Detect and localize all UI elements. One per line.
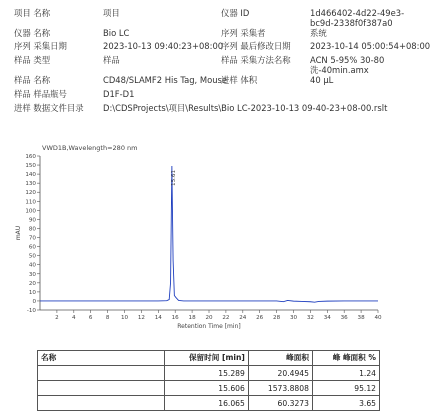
y-tick-label: 160: [25, 154, 36, 160]
x-tick-label: 24: [239, 315, 247, 321]
info-label: 仪器 ID: [221, 8, 250, 18]
info-label: 样品 采集方法名称: [221, 55, 291, 65]
info-row: [0, 55, 416, 75]
cell-name: [38, 381, 165, 396]
info-label: 仪器 名称: [14, 28, 51, 38]
info-value: D1F-D1: [103, 89, 135, 99]
y-tick-label: 0: [32, 298, 36, 305]
table-row: [38, 381, 380, 396]
y-tick-label: 30: [28, 271, 36, 278]
x-tick-label: 22: [222, 315, 230, 321]
info-value: Bio LC: [103, 28, 130, 38]
info-value: ACN 5-95% 30-80洗-40min.amx: [310, 55, 385, 75]
results-table: [37, 350, 380, 411]
header-retention-time: 保留时间 [min]: [165, 351, 249, 366]
cell-peak-area-percent: 3.65: [312, 396, 379, 411]
x-tick-label: 8: [105, 315, 110, 321]
info-value: 2023-10-13 09:40:23+08:00: [103, 41, 224, 51]
y-tick-label: 40: [28, 262, 36, 269]
table-row: [38, 396, 380, 411]
info-label: 样品 样品瓶号: [14, 89, 67, 99]
x-tick-label: 28: [273, 315, 281, 321]
y-tick-label: 100: [25, 208, 36, 215]
info-label: 项目 名称: [14, 8, 51, 18]
chromatogram-trace: [40, 166, 378, 302]
x-tick-label: 40: [374, 315, 382, 321]
y-tick-label: 120: [25, 190, 36, 197]
info-row: [0, 89, 416, 103]
info-label: 进样 体积: [221, 75, 258, 85]
cell-name: [38, 366, 165, 381]
x-tick-label: 38: [357, 315, 365, 321]
info-value: 1d466402-4d22-49e3-bc9d-2338f0f387a0: [310, 8, 405, 28]
info-value: 项目: [103, 8, 120, 18]
x-tick-label: 10: [120, 315, 129, 321]
header-peak-area: 峰面积: [248, 351, 312, 366]
info-label: 序列 最后修改日期: [221, 41, 291, 51]
y-tick-label: 80: [28, 226, 36, 233]
cell-retention-time: 15.606: [165, 381, 249, 396]
cell-peak-area-percent: 1.24: [312, 366, 379, 381]
cell-peak-area: 1573.8808: [248, 381, 312, 396]
x-tick-label: 16: [171, 315, 179, 321]
info-label: 样品 名称: [14, 75, 51, 85]
info-value: D:\CDSProjects\项目\Results\Bio LC-2023-10-13 09-40-23+08-00.rslt: [103, 103, 388, 113]
x-tick-label: 32: [306, 315, 314, 321]
y-tick-label: 150: [25, 163, 36, 170]
x-axis-label: Retention Time [min]: [177, 323, 241, 330]
y-tick-label: 140: [25, 172, 36, 179]
info-row: [0, 28, 416, 42]
cell-peak-area: 60.3273: [248, 396, 312, 411]
x-tick-label: 18: [188, 315, 196, 321]
y-axis-label: mAU: [15, 225, 22, 241]
info-label: 样品 类型: [14, 55, 51, 65]
info-value: CD48/SLAMF2 His Tag, Mouse: [103, 75, 228, 85]
info-row: [0, 8, 416, 28]
x-tick-label: 4: [72, 315, 76, 321]
info-row: [0, 75, 416, 89]
results-header-row: [38, 351, 380, 366]
x-tick-label: 26: [256, 315, 264, 321]
chart-title: VWD1B,Wavelength=280 nm: [42, 144, 138, 152]
cell-peak-area-percent: 95.12: [312, 381, 379, 396]
x-tick-label: 14: [154, 315, 162, 321]
header-name: 名称: [38, 351, 165, 366]
chromatogram-chart: [0, 140, 416, 340]
header-peak-area-percent: 峰 峰面积 %: [312, 351, 379, 366]
x-tick-label: 12: [137, 315, 145, 321]
y-tick-label: 60: [28, 244, 36, 251]
chromatogram-svg: [0, 140, 416, 340]
cell-retention-time: 16.065: [165, 396, 249, 411]
x-tick-label: 2: [55, 315, 59, 321]
peak-label: 15.61: [170, 169, 177, 186]
x-tick-label: 6: [88, 315, 93, 321]
cell-name: [38, 396, 165, 411]
info-label: 序列 采集者: [221, 28, 266, 38]
y-tick-label: 130: [25, 181, 36, 188]
info-label: 进样 数据文件目录: [14, 103, 84, 113]
info-value: 40 µL: [310, 75, 334, 85]
y-tick-label: 70: [28, 235, 36, 242]
x-tick-label: 30: [289, 315, 298, 321]
y-tick-label: 20: [28, 280, 36, 287]
info-value: 样品: [103, 55, 120, 65]
info-value: 系统: [310, 28, 327, 38]
y-tick-label: -10: [26, 308, 36, 314]
cell-peak-area: 20.4945: [248, 366, 312, 381]
y-tick-label: 90: [28, 217, 36, 224]
cell-retention-time: 15.289: [165, 366, 249, 381]
y-tick-label: 10: [28, 289, 36, 296]
x-tick-label: 34: [323, 315, 331, 321]
table-row: [38, 366, 380, 381]
info-row: [0, 41, 430, 55]
y-tick-label: 50: [28, 253, 36, 260]
info-label: 序列 采集日期: [14, 41, 67, 51]
x-tick-label: 36: [340, 315, 348, 321]
y-tick-label: 110: [25, 199, 36, 206]
info-value: 2023-10-14 05:00:54+08:00: [310, 41, 430, 51]
x-tick-label: 20: [205, 315, 213, 321]
info-row: [0, 103, 416, 117]
